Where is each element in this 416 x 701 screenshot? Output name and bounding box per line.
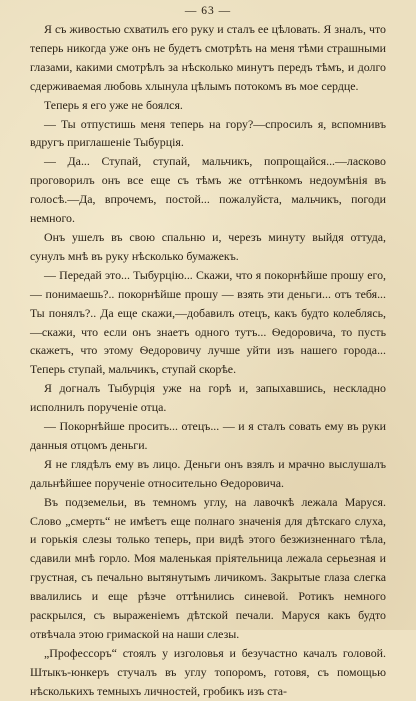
paragraph: Я не глядѣлъ ему въ лицо. Деньги онъ взялъ и мрачно выслушалъ дальнѣйшее порученіе относительно Ѳедоровича.	[30, 456, 386, 490]
paragraph: Я съ живостью схватилъ его руку и сталъ ее цѣловать. Я зналъ, что теперь никогда уже онъ не будетъ смотрѣть на меня тѣми страшными глазами, какими смотрѣлъ за нѣсколько минутъ передъ тѣмъ, и долго сдерживаемая любовь хлынула цѣлымъ потокомъ въ мое сердце.	[30, 22, 386, 93]
paragraph: — Передай это... Тыбурцію... Скажи, что я покорнѣйше прошу его, — понимаешь?.. покорнѣйше прошу — взять эти деньги... отъ тебя... Ты понялъ?.. Да еще скажи,—добавилъ отецъ, какъ будто колеблясь,—скажи, что если онъ знаетъ одного тутъ... Ѳедоровича, то пусть скажетъ, что этому Ѳедоровичу лучше уйти изъ нашего города... Теперь ступай, мальчикъ, ступай скорѣе.	[30, 267, 386, 377]
body-text	[30, 20, 386, 701]
paragraph: — Покорнѣйше просить... отецъ... — и я сталъ совать ему въ руки данныя отцомъ деньги.	[30, 419, 386, 452]
paragraph: „Профессоръ“ стоялъ у изголовья и безучастно качалъ головой. Штыкъ-юнкеръ стучалъ въ углу топоромъ, готовя, съ помощью нѣсколькихъ темныхъ личностей, гробикъ изъ ста-	[30, 645, 386, 698]
paragraph: — Ты отпустишь меня теперь на гору?—спросилъ я, вспомнивъ вдругъ приглашеніе Тыбурція.	[30, 116, 386, 150]
paragraph: Я догналъ Тыбурція уже на горѣ и, запыхавшись, нескладно исполнилъ порученіе отца.	[30, 381, 386, 415]
paragraph: Въ подземельи, въ темномъ углу, на лавочкѣ лежала Маруся. Слово „смерть“ не имѣетъ еще полнаго значенія для дѣтскаго слуха, и горькія слезы только теперь, при видѣ этого безжизненнаго тѣла, сдавили мнѣ горло. Моя маленькая пріятельница лежала серьезная и грустная, съ печально вытянутымъ личикомъ. Закрытые глаза слегка ввалились и еще рѣзче оттѣнились синевой. Ротикъ немного раскрылся, съ выраженіемъ дѣтской печали. Маруся какъ будто отвѣчала этою гримаской на наши слезы.	[30, 494, 386, 641]
page-number: — 63 —	[184, 5, 232, 17]
paragraph: — Да... Ступай, ступай, мальчикъ, попрощайся...—ласково проговорилъ онъ все еще съ тѣмъ же оттѣнкомъ недоумѣнія въ голосѣ.—Да, впрочемъ, постой... пожалуйста, мальчикъ, погоди немного.	[30, 154, 386, 226]
paragraph: Онъ ушелъ въ свою спальню и, черезъ минуту выйдя оттуда, сунулъ мнѣ въ руку нѣсколько бумажекъ.	[30, 229, 386, 263]
paragraph: Теперь я его уже не боялся.	[44, 97, 183, 112]
